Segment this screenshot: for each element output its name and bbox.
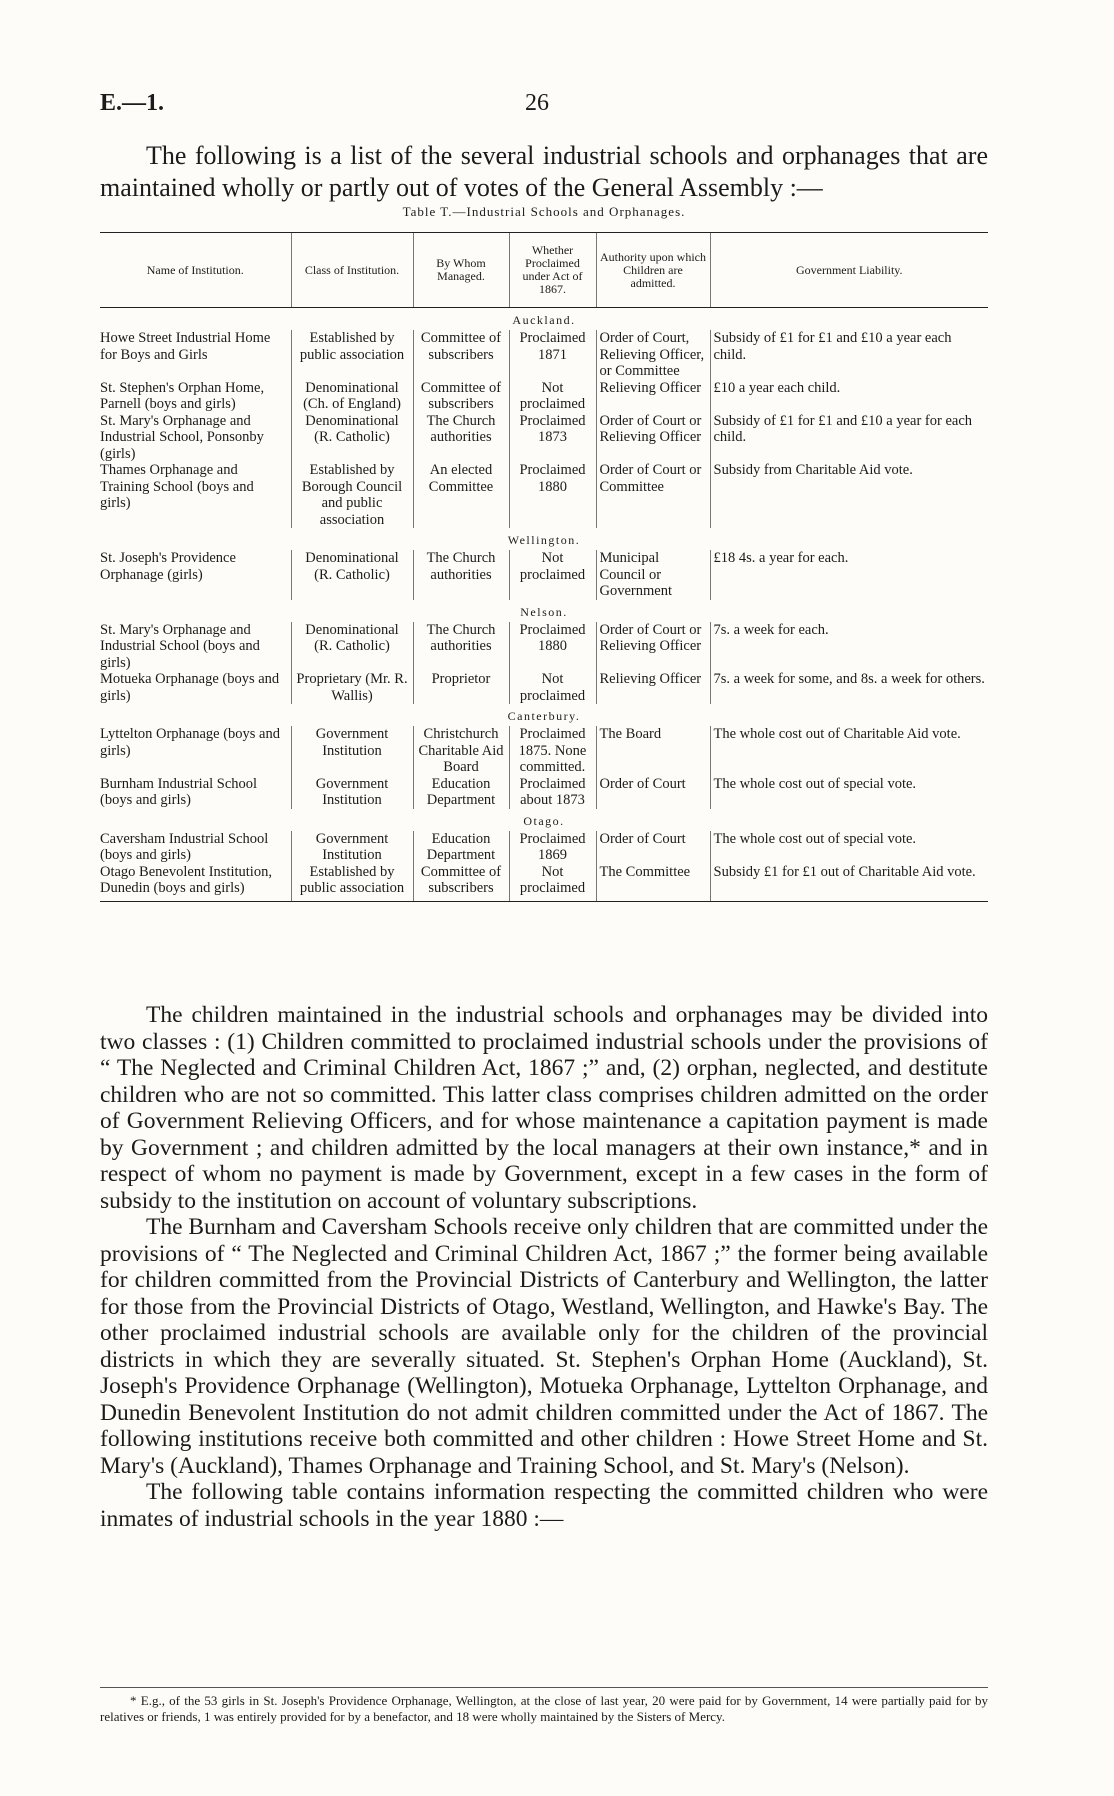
region-row <box>100 528 988 550</box>
col-header-managed: By Whom Managed. <box>413 233 509 308</box>
table-row <box>100 776 988 809</box>
region-label: Nelson. <box>520 604 568 619</box>
cell-authority: Relieving Officer <box>596 671 710 704</box>
region-label: Auckland. <box>512 313 576 327</box>
document-code: E.—1. <box>100 90 165 116</box>
cell-liability: Subsidy from Charitable Aid vote. <box>710 462 988 528</box>
cell-authority: Order of Court or Committee <box>596 462 710 528</box>
body-paragraph: The children maintained in the industrial schools and orphanages may be divided into two classes : (1) Children committed to proclaimed industrial schools under the provisions of “ The Neglected and Criminal Children Act, 1867 ;” and, (2) orphan, neglected, and destitute children who are not so committed. This latter class comprises children admitted on the order of Government Relieving Officers, and for whose maintenance a capitation payment is made by Government ; and children admitted by the local managers at their own instance,* and in respect of whom no payment is made by Government, except in a few cases in the form of subsidy to the institution on account of voluntary subscriptions. <box>100 1002 988 1214</box>
cell-name: Burnham Industrial School (boys and girls) <box>100 775 258 808</box>
body-text <box>100 1002 988 1532</box>
cell-authority: Order of Court <box>596 776 710 809</box>
table-row <box>100 462 988 528</box>
cell-proclaimed: Not proclaimed <box>509 550 596 600</box>
table-row <box>100 622 988 672</box>
cell-name: Otago Benevolent Institution, Dunedin (boys and girls) <box>100 864 291 902</box>
cell-authority: The Board <box>596 726 710 776</box>
table-caption: Table T.—Industrial Schools and Orphanages. <box>402 204 686 219</box>
table-row <box>100 831 988 864</box>
cell-authority: Order of Court, Relieving Officer, or Committee <box>596 330 710 380</box>
region-label: Canterbury. <box>507 709 581 723</box>
cell-class: Established by public association <box>291 864 413 902</box>
cell-proclaimed: Not proclaimed <box>509 671 596 704</box>
cell-liability: The whole cost out of Charitable Aid vote. <box>710 726 988 776</box>
cell-class: Established by Borough Council and public association <box>291 462 413 528</box>
cell-class: Denominational (R. Catholic) <box>291 550 413 600</box>
cell-managed: The Church authorities <box>413 413 509 463</box>
table-row <box>100 413 988 463</box>
region-label: Wellington. <box>507 533 581 547</box>
cell-name: St. Stephen's Orphan Home, Parnell (boys and girls) <box>100 379 265 412</box>
cell-liability: £10 a year each child. <box>710 380 988 413</box>
col-header-liability: Government Liability. <box>710 233 988 308</box>
cell-liability: 7s. a week for some, and 8s. a week for others. <box>710 671 988 704</box>
footnote-divider <box>100 1687 988 1688</box>
table-header-row <box>100 233 988 308</box>
cell-class: Denominational (R. Catholic) <box>291 413 413 463</box>
region-row <box>100 809 988 831</box>
region-label: Otago. <box>523 813 565 828</box>
cell-liability: Subsidy £1 for £1 out of Charitable Aid vote. <box>710 864 988 902</box>
cell-name: St. Joseph's Providence Orphanage (girls) <box>100 550 236 583</box>
cell-name: Caversham Industrial School (boys and girls) <box>100 830 269 863</box>
cell-managed: The Church authorities <box>413 622 509 672</box>
body-paragraph: The following table contains information respecting the committed children who were inmates of industrial schools in the year 1880 :— <box>100 1479 988 1532</box>
footnote: * E.g., of the 53 girls in St. Joseph's Providence Orphanage, Wellington, at the close of last year, 20 were paid for by Government, 14 were partially paid for by relatives or friends, 1 was entirely provided for by a benefactor, and 18 were wholly maintained by the Sisters of Mercy. <box>100 1693 988 1724</box>
cell-proclaimed: Not proclaimed <box>509 380 596 413</box>
cell-authority: Order of Court or Relieving Officer <box>596 413 710 463</box>
cell-authority: The Committee <box>596 864 710 902</box>
region-row <box>100 308 988 331</box>
cell-class: Denominational (R. Catholic) <box>291 622 413 672</box>
table-row <box>100 550 988 600</box>
cell-managed: The Church authorities <box>413 550 509 600</box>
cell-liability: £18 4s. a year for each. <box>710 550 988 600</box>
cell-authority: Order of Court <box>596 831 710 864</box>
cell-managed: Education Department <box>413 831 509 864</box>
cell-proclaimed: Proclaimed 1869 <box>509 831 596 864</box>
col-header-proclaimed: Whether Proclaimed under Act of 1867. <box>509 233 596 308</box>
cell-managed: Committee of subscribers <box>413 864 509 902</box>
intro-paragraph: The following is a list of the several industrial schools and orphanages that are maintained wholly or partly out of votes of the General Assembly :— <box>100 141 988 202</box>
cell-proclaimed: Proclaimed 1875. None committed. <box>509 726 596 776</box>
cell-proclaimed: Proclaimed about 1873 <box>509 776 596 809</box>
region-row <box>100 704 988 726</box>
col-header-name: Name of Institution. <box>100 233 291 308</box>
cell-managed: Committee of subscribers <box>413 330 509 380</box>
cell-class: Government Institution <box>291 726 413 776</box>
cell-managed: Education Department <box>413 776 509 809</box>
cell-authority: Municipal Council or Government <box>596 550 710 600</box>
cell-managed: Proprietor <box>413 671 509 704</box>
cell-liability: Subsidy of £1 for £1 and £10 a year each child. <box>710 330 988 380</box>
col-header-class: Class of Institution. <box>291 233 413 308</box>
body-paragraph: The Burnham and Caversham Schools receive only children that are committed under the provisions of “ The Neglected and Criminal Children Act, 1867 ;” the former being available for children committed from the Provincial Districts of Canterbury and Wellington, the latter for those from the Provincial Districts of Otago, Westland, Wellington, and Hawke's Bay. The other proclaimed industrial schools are available only for the children of the provincial districts in which they are severally situated. St. Stephen's Orphan Home (Auckland), St. Joseph's Providence Orphanage (Wellington), Motueka Orphanage, Lyttelton Orphanage, and Dunedin Benevolent Institution do not admit children committed under the Act of 1867. The following institutions receive both committed and other children : Howe Street Home and St. Mary's (Auckland), Thames Orphanage and Training School, and St. Mary's (Nelson). <box>100 1214 988 1479</box>
cell-managed: Committee of subscribers <box>413 380 509 413</box>
table-row <box>100 380 988 413</box>
table-row <box>100 864 988 902</box>
cell-class: Established by public association <box>291 330 413 380</box>
cell-proclaimed: Proclaimed 1880 <box>509 622 596 672</box>
cell-managed: An elected Committee <box>413 462 509 528</box>
cell-proclaimed: Proclaimed 1871 <box>509 330 596 380</box>
institutions-table <box>100 232 988 902</box>
table-row <box>100 330 988 380</box>
cell-name: Thames Orphanage and Training School (boys and girls) <box>100 462 254 511</box>
cell-class: Government Institution <box>291 831 413 864</box>
region-row <box>100 600 988 622</box>
cell-class: Denominational (Ch. of England) <box>291 380 413 413</box>
col-header-authority: Authority upon which Children are admitted. <box>596 233 710 308</box>
table-row <box>100 671 988 704</box>
cell-proclaimed: Proclaimed 1880 <box>509 462 596 528</box>
table-row <box>100 726 988 776</box>
cell-proclaimed: Not proclaimed <box>509 864 596 902</box>
cell-liability: Subsidy of £1 for £1 and £10 a year for each child. <box>710 413 988 463</box>
cell-liability: 7s. a week for each. <box>710 622 988 672</box>
page-number: 26 <box>525 90 549 116</box>
cell-managed: Christchurch Charitable Aid Board <box>413 726 509 776</box>
cell-name: Lyttelton Orphanage (boys and girls) <box>100 726 280 759</box>
cell-authority: Relieving Officer <box>596 380 710 413</box>
cell-name: St. Mary's Orphanage and Industrial School, Ponsonby (girls) <box>100 412 264 462</box>
cell-name: Howe Street Industrial Home for Boys and Girls <box>100 330 271 363</box>
cell-name: Motueka Orphanage (boys and girls) <box>100 671 280 704</box>
cell-liability: The whole cost out of special vote. <box>710 831 988 864</box>
cell-liability: The whole cost out of special vote. <box>710 776 988 809</box>
cell-class: Government Institution <box>291 776 413 809</box>
cell-proclaimed: Proclaimed 1873 <box>509 413 596 463</box>
cell-authority: Order of Court or Relieving Officer <box>596 622 710 672</box>
cell-name: St. Mary's Orphanage and Industrial School (boys and girls) <box>100 621 260 671</box>
cell-class: Proprietary (Mr. R. Wallis) <box>291 671 413 704</box>
